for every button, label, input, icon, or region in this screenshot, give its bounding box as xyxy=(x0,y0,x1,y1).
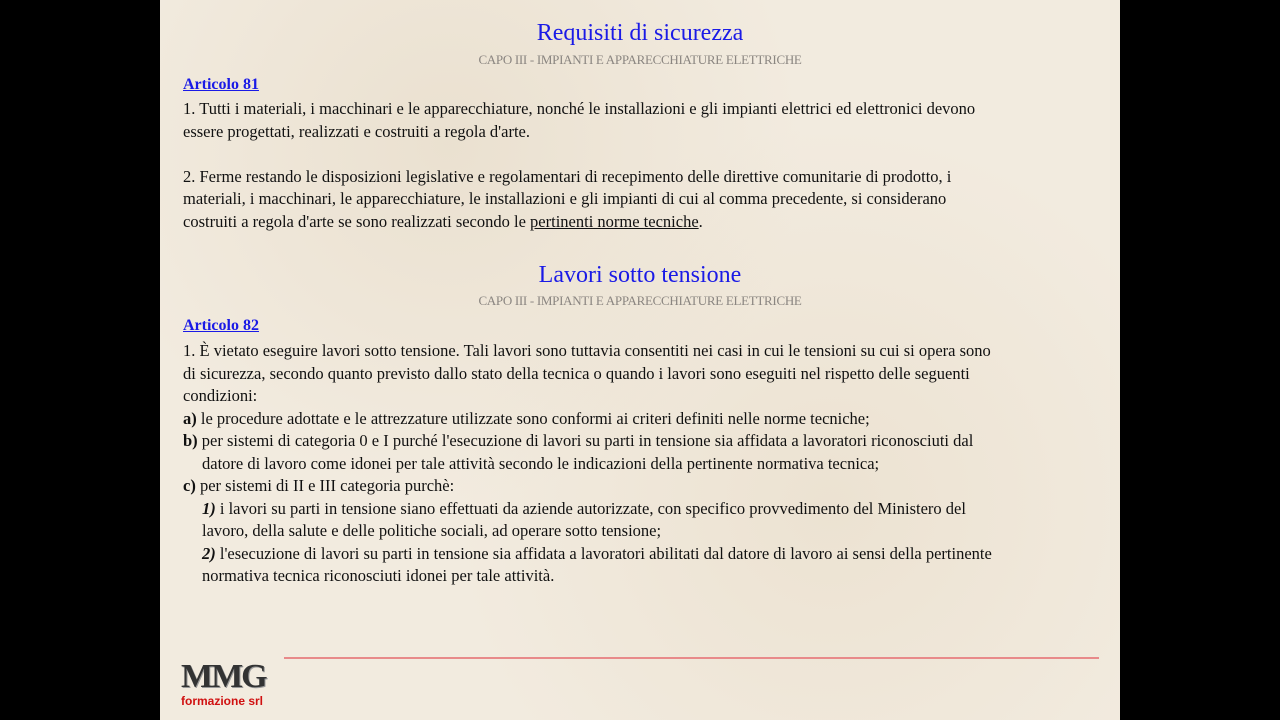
item-text: l'esecuzione di lavori su parti in tensione sia affidata a lavoratori abilitati dal datore di lavoro ai sensi della pertinente xyxy=(215,543,992,563)
text: . xyxy=(698,211,703,231)
section-subtitle: CAPO III - IMPIANTI E APPARECCHIATURE ELETTRICHE xyxy=(478,293,802,308)
slide xyxy=(160,0,1120,720)
text-line: normativa tecnica riconosciuti idonei per tale attività. xyxy=(202,566,555,585)
norme-tecniche-text: pertinenti norme tecniche xyxy=(530,211,699,231)
subitem-1 xyxy=(183,498,992,521)
subitem-number: 2) xyxy=(202,543,216,563)
mmg-logo xyxy=(181,660,266,708)
article-81-body xyxy=(183,98,975,233)
text-line: lavoro, della salute e delle politiche sociali, ad operare sotto tensione; xyxy=(202,521,662,540)
subitem-number: 1) xyxy=(202,498,216,518)
subitem-2 xyxy=(183,543,992,566)
item-c xyxy=(183,475,992,498)
text-line: essere progettati, realizzati e costruiti a regola d'arte. xyxy=(183,121,531,141)
item-label: a) xyxy=(183,408,197,428)
article-82-body xyxy=(183,340,992,588)
text-line: datore di lavoro come idonei per tale attività secondo le indicazioni della pertinente normativa tecnica; xyxy=(202,453,880,473)
text-line xyxy=(183,211,975,234)
section-subtitle: CAPO III - IMPIANTI E APPARECCHIATURE ELETTRICHE xyxy=(478,52,802,67)
footer-divider xyxy=(284,657,1099,659)
section-title: Lavori sotto tensione xyxy=(538,262,742,288)
text-line: di sicurezza, secondo quanto previsto dallo stato della tecnica o quando i lavori sono eseguiti nel rispetto delle seguenti xyxy=(183,363,970,383)
item-label: b) xyxy=(183,431,198,450)
item-text: per sistemi di categoria 0 e I purché l'esecuzione di lavori su parti in tensione sia affidata a lavoratori riconosciuti dal xyxy=(197,431,974,450)
article-82-link[interactable]: Articolo 82 xyxy=(183,317,259,334)
text-line: 1. È vietato eseguire lavori sotto tensione. Tali lavori sono tuttavia consentiti nei casi in cui le tensioni su cui si opera sono xyxy=(183,341,991,360)
logo-tagline: formazione srl xyxy=(181,694,264,708)
text: costruiti a regola d'arte se sono realizzati secondo le xyxy=(183,211,531,231)
item-label: c) xyxy=(183,476,196,495)
text-line: 1. Tutti i materiali, i macchinari e le apparecchiature, nonché le installazioni e gli impianti elettrici ed elettronici devono xyxy=(183,99,976,118)
item-text: i lavori su parti in tensione siano effettuati da aziende autorizzate, con specifico provvedimento del Ministero del xyxy=(215,498,966,518)
text-line: materiali, i macchinari, le apparecchiature, le installazioni e gli impianti di cui al comma precedente, si considerano xyxy=(183,189,947,208)
logo-brand: MMG xyxy=(181,658,266,695)
text-line: condizioni: xyxy=(183,386,258,405)
item-text: le procedure adottate e le attrezzature utilizzate sono conformi ai criteri definiti nelle norme tecniche; xyxy=(196,408,870,428)
item-text: per sistemi di II e III categoria purchè: xyxy=(195,476,455,495)
item-a xyxy=(183,408,992,431)
article-81-link[interactable]: Articolo 81 xyxy=(183,76,259,93)
text-line: 2. Ferme restando le disposizioni legislative e regolamentari di recepimento delle direttive comunitarie di prodotto, i xyxy=(183,166,952,186)
section-title: Requisiti di sicurezza xyxy=(536,20,744,46)
item-b xyxy=(183,430,992,453)
